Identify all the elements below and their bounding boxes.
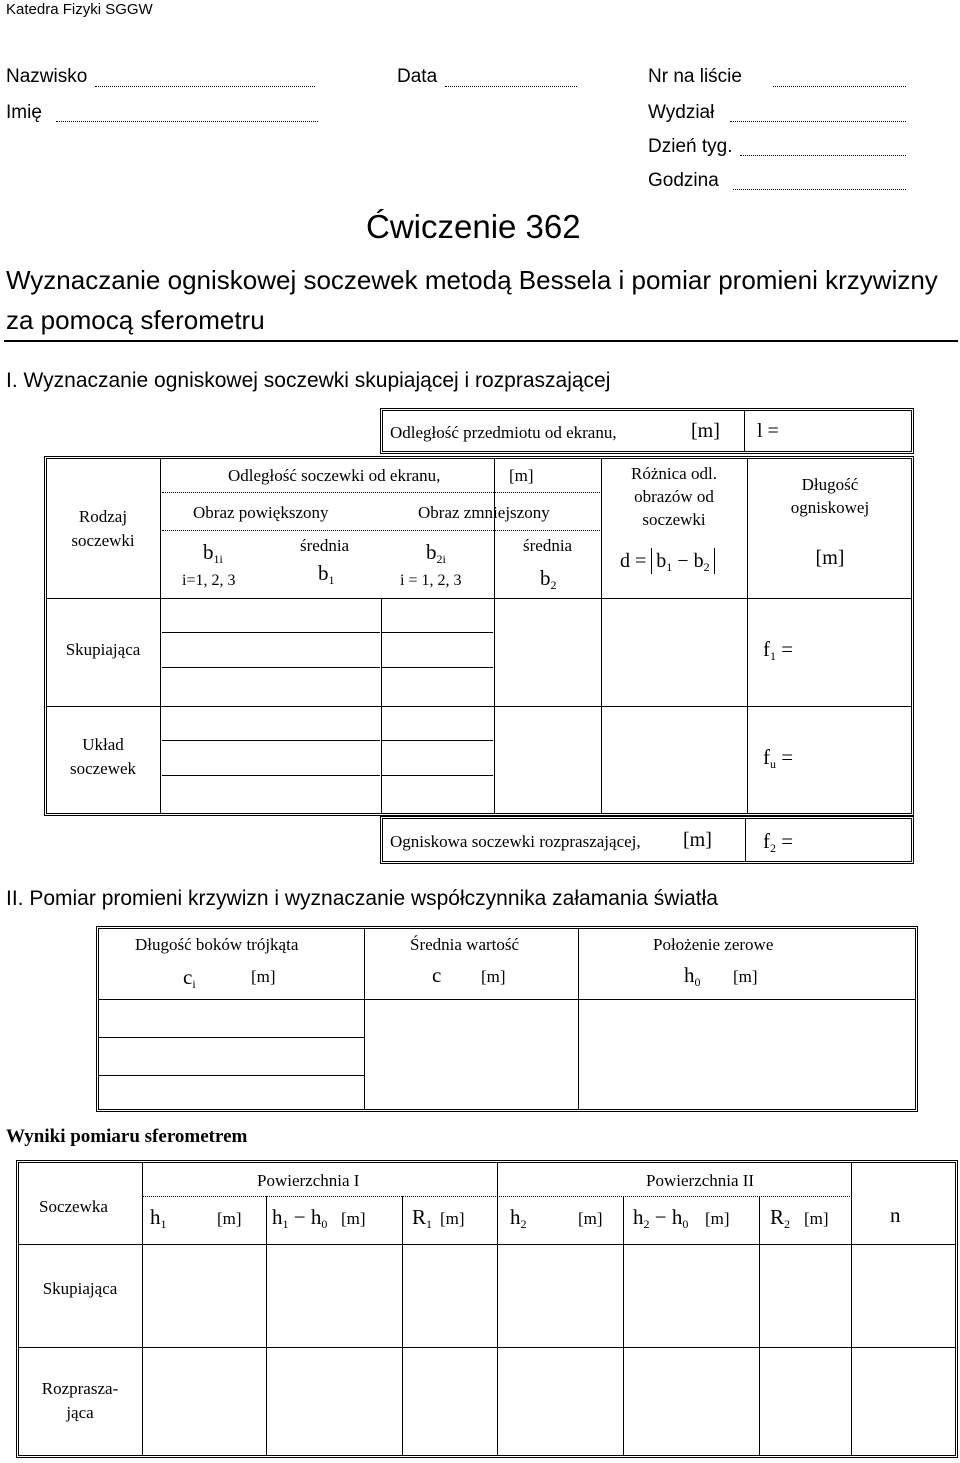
table-vline: [142, 1162, 143, 1456]
name-label: Imię: [6, 102, 42, 123]
average-label-1: średnia: [300, 536, 350, 555]
triangle-sides-header: Długość boków trójkąta: [135, 935, 299, 954]
surface-2-header: Powierzchnia II: [646, 1171, 755, 1190]
i-range-1: i=1, 2, 3: [182, 572, 236, 589]
data-cell[interactable]: [382, 632, 493, 668]
spherometer-heading: Wyniki pomiaru sferometrem: [6, 1126, 248, 1147]
table-hline: [98, 999, 916, 1000]
object-distance-unit: [m]: [691, 420, 720, 442]
h1-symbol: $h_1$: [150, 1205, 167, 1231]
table-hline: [98, 1075, 364, 1076]
faculty-label: Wydział: [648, 102, 715, 123]
h1-minus-h0-unit: [m]: [341, 1209, 366, 1228]
b1-average-symbol: $b_1$: [318, 561, 335, 587]
date-label: Data: [397, 66, 438, 87]
table-dotted-line: [143, 1196, 850, 1197]
table-hline: [46, 706, 912, 707]
h1-minus-h0-symbol: $h_1 - h_0$: [272, 1205, 328, 1231]
table-vline: [851, 1162, 852, 1456]
diverging-focal-unit: [m]: [683, 829, 712, 851]
table-dotted-line: [162, 530, 600, 531]
converging-lens-row-label: Skupiająca: [42, 1279, 118, 1298]
table-vline: [623, 1196, 624, 1456]
object-distance-divider: [744, 410, 745, 452]
lens-system-row-label: Układ soczewek: [69, 735, 137, 778]
exercise-title: Ćwiczenie 362: [366, 208, 581, 245]
c-unit: [m]: [481, 967, 506, 986]
name-field[interactable]: [56, 121, 318, 122]
h0-unit: [m]: [733, 967, 758, 986]
object-distance-symbol: l =: [757, 420, 779, 442]
title-line-1: Wyznaczanie ogniskowej soczewek metodą Bessela i pomiar promieni krzywizny: [6, 265, 938, 295]
h1-unit: [m]: [217, 1209, 242, 1228]
d-formula: $d = b_1 - b_2$: [620, 550, 715, 575]
diverging-focal-label: Ogniskowa soczewki rozpraszającej,: [390, 832, 641, 851]
ci-symbol: $c_i$: [183, 965, 196, 991]
table-vline: [266, 1196, 267, 1456]
R1-unit: [m]: [440, 1209, 465, 1228]
weekday-label: Dzień tyg.: [648, 136, 733, 157]
date-field[interactable]: [445, 86, 577, 87]
table-hline: [18, 1244, 956, 1245]
object-distance-label: Odległość przedmiotu od ekranu,: [390, 423, 617, 442]
h2-symbol: $h_2$: [510, 1205, 527, 1231]
data-cell[interactable]: [162, 632, 380, 668]
f2-result: $f_2$ =: [763, 829, 794, 855]
section-2-heading: II. Pomiar promieni krzywizn i wyznaczanie współczynnika załamania światła: [6, 887, 718, 910]
fu-result: $f_u$ =: [763, 745, 794, 771]
lens-col-header: Soczewka: [39, 1197, 108, 1216]
R2-symbol: $R_2$: [770, 1205, 791, 1231]
table-vline: [759, 1196, 760, 1456]
i-range-2: i = 1, 2, 3: [400, 572, 462, 589]
lens-distance-unit: [m]: [509, 466, 534, 485]
table-dotted-line: [162, 492, 600, 493]
h2-minus-h0-symbol: $h_2 - h_0$: [633, 1205, 689, 1231]
mean-value-header: Średnia wartość: [410, 935, 520, 954]
table-hline: [98, 1037, 364, 1038]
data-cell[interactable]: [382, 740, 493, 776]
surname-field[interactable]: [95, 86, 315, 87]
surname-label: Nazwisko: [6, 66, 88, 87]
table-vline: [578, 928, 579, 1110]
h2-minus-h0-unit: [m]: [705, 1209, 730, 1228]
image-distance-difference-header: Różnica odl. obrazów od soczewki: [631, 464, 717, 529]
b2-average-symbol: $b_2$: [540, 566, 557, 592]
R2-unit: [m]: [804, 1209, 829, 1228]
average-label-2: średnia: [523, 536, 573, 555]
zero-position-header: Położenie zerowe: [653, 935, 774, 954]
title-divider: [4, 340, 958, 342]
diverging-lens-row-label: Rozprasza- jąca: [41, 1379, 119, 1422]
title-line-2: za pomocą sferometru: [6, 305, 265, 335]
h0-symbol: $h_0$: [684, 963, 701, 989]
reduced-image-header: Obraz zmniejszony: [418, 503, 550, 522]
focal-length-header: Długość ogniskowej: [790, 475, 870, 517]
surface-1-header: Powierzchnia I: [257, 1171, 360, 1190]
hour-field[interactable]: [733, 189, 906, 190]
table-vline: [402, 1196, 403, 1456]
b2i-symbol: $b_{2i}$: [426, 540, 446, 566]
table-vline: [364, 928, 365, 1110]
converging-row-label: Skupiająca: [65, 640, 141, 659]
focal-length-unit: [m]: [815, 547, 845, 569]
lens-distance-label: Odległość soczewki od ekranu,: [228, 466, 441, 485]
sheet-no-field[interactable]: [773, 86, 906, 87]
table-vline: [497, 1162, 498, 1456]
ci-unit: [m]: [251, 967, 276, 986]
f1-result: $f_1$ =: [763, 637, 794, 663]
refractive-index-symbol: n: [890, 1203, 901, 1227]
department-name: Katedra Fizyki SGGW: [6, 1, 153, 18]
hour-label: Godzina: [648, 170, 719, 191]
sheet-no-label: Nr na liście: [648, 66, 742, 87]
table-hline: [46, 598, 912, 599]
section-1-heading: I. Wyznaczanie ogniskowej soczewki skupiającej i rozpraszającej: [6, 369, 611, 392]
c-symbol: c: [432, 963, 442, 987]
h2-unit: [m]: [578, 1209, 603, 1228]
R1-symbol: $R_1$: [412, 1205, 433, 1231]
table-vline: [160, 458, 161, 814]
table-hline: [18, 1347, 956, 1348]
b1i-symbol: $b_{1i}$: [203, 540, 223, 566]
enlarged-image-header: Obraz powiększony: [193, 503, 329, 522]
faculty-field[interactable]: [730, 121, 906, 122]
lens-type-header: Rodzaj soczewki: [71, 507, 135, 550]
weekday-field[interactable]: [740, 155, 906, 156]
data-cell[interactable]: [162, 740, 380, 776]
diverging-focal-divider: [745, 818, 746, 862]
